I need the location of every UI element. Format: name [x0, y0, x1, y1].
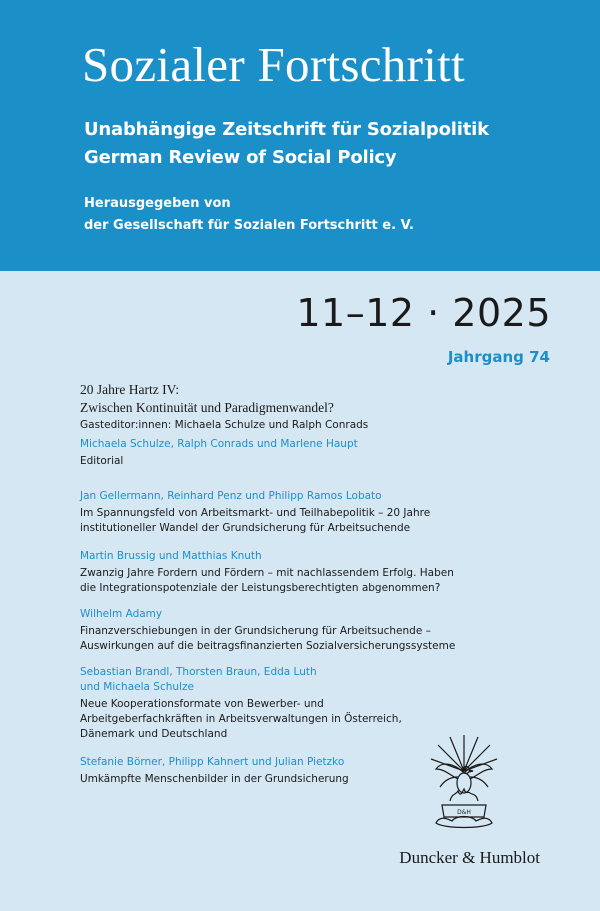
article-authors-line: Sebastian Brandl, Thorsten Braun, Edda Luth — [80, 666, 317, 678]
article-title-line: Neue Kooperationsformate von Bewerber- und — [80, 698, 324, 710]
article-title-line: Zwanzig Jahre Fordern und Fördern – mit nachlassendem Erfolg. Haben — [80, 567, 454, 579]
publisher-imprint: Duncker & Humblot — [399, 848, 540, 867]
editor-line-2: der Gesellschaft für Sozialen Fortschritt e. V. — [84, 218, 414, 233]
article-title: Umkämpfte Menschenbilder in der Grundsicherung — [80, 773, 349, 785]
phoenix-emblem-icon — [428, 733, 500, 833]
article-title — [80, 506, 530, 536]
subtitle-german: Unabhängige Zeitschrift für Sozialpolitik — [84, 119, 489, 140]
article-title: Editorial — [80, 455, 124, 467]
article-title-line: Arbeitgeberfachkräften in Arbeitsverwaltungen in Österreich, — [80, 713, 402, 725]
topic-title-line-2: Zwischen Kontinuität und Paradigmenwandel? — [80, 400, 334, 415]
article-entry — [80, 437, 530, 469]
article-title-line: die Integrationspotenziale der Leistungsberechtigten abgenommen? — [80, 582, 441, 594]
topic-title-line-1: 20 Jahre Hartz IV: — [80, 382, 180, 397]
article-title-line: institutioneller Wandel der Grundsicherung für Arbeitsuchende — [80, 522, 411, 534]
article-authors: Martin Brussig und Matthias Knuth — [80, 550, 262, 562]
article-title-line: Dänemark und Deutschland — [80, 728, 228, 740]
article-authors: Michaela Schulze, Ralph Conrads und Marlene Haupt — [80, 438, 358, 450]
subtitle-english: German Review of Social Policy — [84, 147, 397, 168]
guest-editors: Gasteditor:innen: Michaela Schulze und Ralph Conrads — [80, 419, 369, 431]
header-band — [0, 0, 600, 271]
article-entry — [80, 607, 530, 654]
article-entry — [80, 549, 530, 596]
volume-label: Jahrgang 74 — [447, 348, 550, 366]
article-authors: Jan Gellermann, Reinhard Penz und Philipp Ramos Lobato — [80, 490, 382, 502]
article-authors: Wilhelm Adamy — [80, 608, 163, 620]
article-entry — [80, 489, 530, 536]
issue-number: 11–12 · 2025 — [296, 291, 551, 335]
article-authors-line: und Michaela Schulze — [80, 681, 194, 693]
article-title-line: Im Spannungsfeld von Arbeitsmarkt- und Teilhabepolitik – 20 Jahre — [80, 507, 431, 519]
article-title — [80, 624, 530, 654]
topic-block — [80, 381, 368, 434]
svg-text:D&H: D&H — [457, 809, 471, 816]
editor-line-1: Herausgegeben von — [84, 196, 231, 211]
article-entry — [80, 665, 530, 742]
article-title — [80, 566, 530, 596]
article-title-line: Finanzverschiebungen in der Grundsicherung für Arbeitsuchende – — [80, 625, 431, 637]
journal-title: Sozialer Fortschritt — [82, 37, 465, 92]
article-title-line: Auswirkungen auf die beitragsfinanzierten Sozialversicherungssysteme — [80, 640, 456, 652]
article-authors: Stefanie Börner, Philipp Kahnert und Julian Pietzko — [80, 756, 345, 768]
article-authors — [80, 665, 530, 695]
